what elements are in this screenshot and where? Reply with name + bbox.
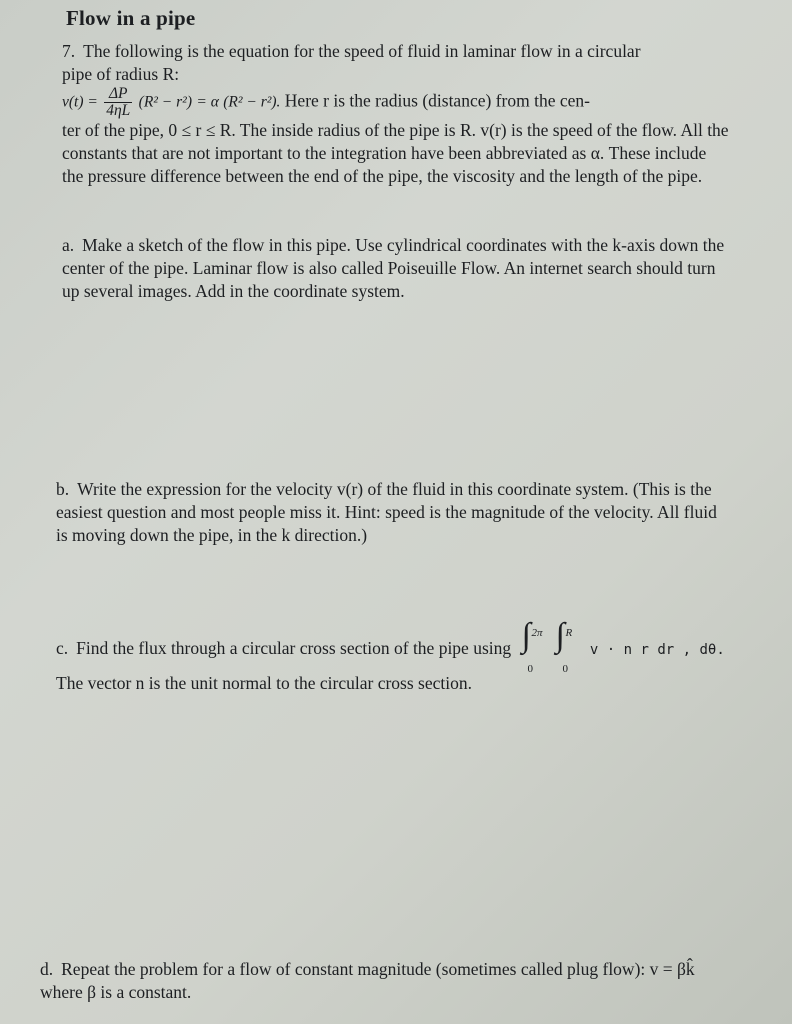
fraction-numerator: ΔP xyxy=(104,86,132,103)
double-integral xyxy=(516,617,586,675)
part-c xyxy=(56,617,776,695)
problem-intro-line2: pipe of radius R: xyxy=(62,64,180,84)
part-b-text: Write the expression for the velocity v(r) of the fluid in this coordinate system. (This is the easiest question and most people miss it. Hint: speed is the magnitude of the velocity. All fluid is moving down the pipe, in the k direction.) xyxy=(56,479,717,545)
part-a-label: a. xyxy=(62,235,75,255)
part-d-label: d. xyxy=(40,959,54,979)
equation-after-text: Here r is the radius (distance) from the cen- xyxy=(284,90,590,111)
equation-mid: = α xyxy=(196,93,219,111)
equation-term2: (R² − r²). xyxy=(223,93,281,111)
integral-upper-inner: R xyxy=(565,627,573,639)
part-b xyxy=(56,478,726,547)
part-b-label: b. xyxy=(56,479,70,499)
integrand: v · n r dr , dθ. xyxy=(589,642,725,659)
problem-7 xyxy=(62,40,732,188)
integral-lower-outer: 0 xyxy=(527,663,534,675)
problem-body: ter of the pipe, 0 ≤ r ≤ R. The inside radius of the pipe is R. v(r) is the speed of the flow. All the constants that are not important to the integration have been abbreviated as α. These include the pressure difference between the end of the pipe, the viscosity and the length of the pipe. xyxy=(62,120,729,186)
part-d-text: Repeat the problem for a flow of constant magnitude (sometimes called plug flow): v = βk̂ where β is a constant. xyxy=(40,959,695,1002)
part-c-label: c. xyxy=(56,638,69,659)
part-d xyxy=(40,958,740,1004)
problem-intro-line1: The following is the equation for the speed of fluid in laminar flow in a circular xyxy=(83,41,641,61)
integral-upper-outer: 2π xyxy=(531,627,543,639)
part-a xyxy=(62,234,732,303)
page-title: Flow in a pipe xyxy=(66,6,196,30)
equation-line xyxy=(62,86,732,119)
part-a-text: Make a sketch of the flow in this pipe. Use cylindrical coordinates with the k-axis down the center of the pipe. Laminar flow is also called Poiseuille Flow. An internet search should turn up several images. Add in the coordinate system. xyxy=(62,235,725,301)
equation-fraction xyxy=(104,86,132,119)
integral-sign-outer: ∫ xyxy=(521,617,531,654)
equation-lhs: v(t) = xyxy=(62,93,98,111)
problem-number: 7. xyxy=(62,41,76,61)
part-c-text1: Find the flux through a circular cross section of the pipe using xyxy=(76,638,512,659)
part-c-text2: The vector n is the unit normal to the circular cross section. xyxy=(56,673,472,693)
integral-sign-inner: ∫ xyxy=(555,617,565,654)
equation-term1: (R² − r²) xyxy=(138,93,192,111)
fraction-denominator: 4ηL xyxy=(106,102,131,119)
integral-lower-inner: 0 xyxy=(562,663,569,675)
